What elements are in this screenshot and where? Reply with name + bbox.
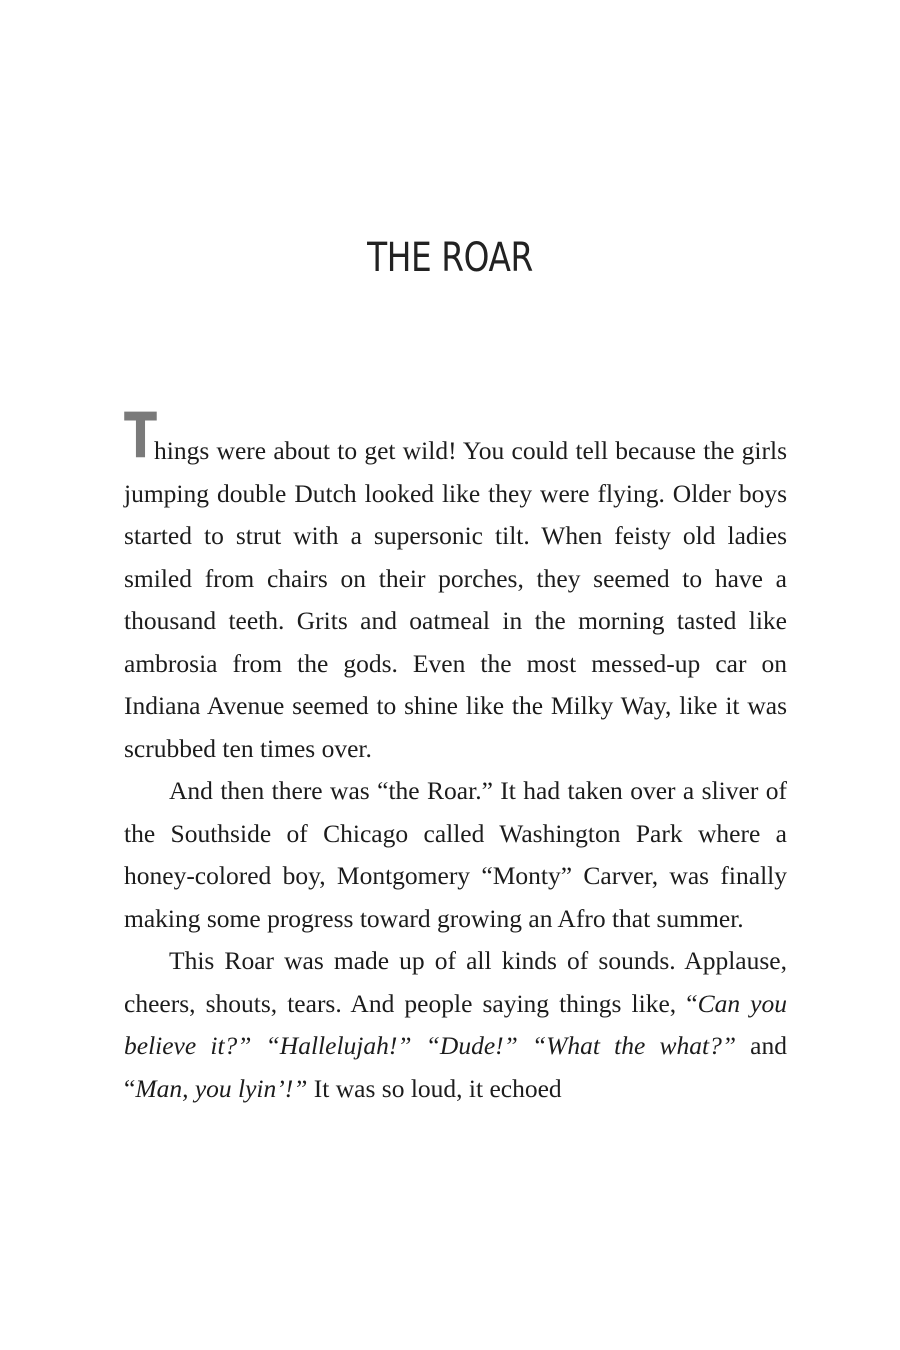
- chapter-body: [124, 399, 788, 1110]
- paragraph-3-italic-quotes: Can you believe it?” “Hallelujah!” “Dude!” “What the what?”: [124, 988, 787, 1060]
- paragraph-1-text: hings were about to get wild! You could tell because the girls jumping double Dutch looked like they were flying. Older boys started to strut with a supersonic tilt. When feisty old ladies smiled from chairs on their porches, they seemed to have a thousand teeth. Grits and oatmeal in the morning tasted like ambrosia from the gods. Even the most messed-up car on Indiana Avenue seemed to shine like the Milky Way, like it was scrubbed ten times over.: [124, 436, 787, 763]
- chapter-title: THE ROAR: [367, 234, 533, 281]
- paragraph-3-italic-quote: Man, you lyin’!”: [135, 1073, 308, 1103]
- drop-cap: T: [124, 399, 157, 472]
- paragraph-1: [124, 399, 787, 770]
- paragraph-3: [124, 940, 787, 1110]
- paragraph-2-text: And then there was “the Roar.” It had taken over a sliver of the Southside of Chicago called Washington Park where a honey-colored boy, Montgomery “Monty” Carver, was finally making some progress toward growing an Afro that summer.: [124, 776, 787, 933]
- paragraph-3-text-c: It was so loud, it echoed: [307, 1073, 562, 1103]
- paragraph-2: [124, 770, 787, 940]
- paragraph-3-text-a: This Roar was made up of all kinds of sounds. Applause, cheers, shouts, tears. And people saying things like, “: [124, 946, 787, 1018]
- paragraph-3-text-b: and “: [124, 1031, 788, 1103]
